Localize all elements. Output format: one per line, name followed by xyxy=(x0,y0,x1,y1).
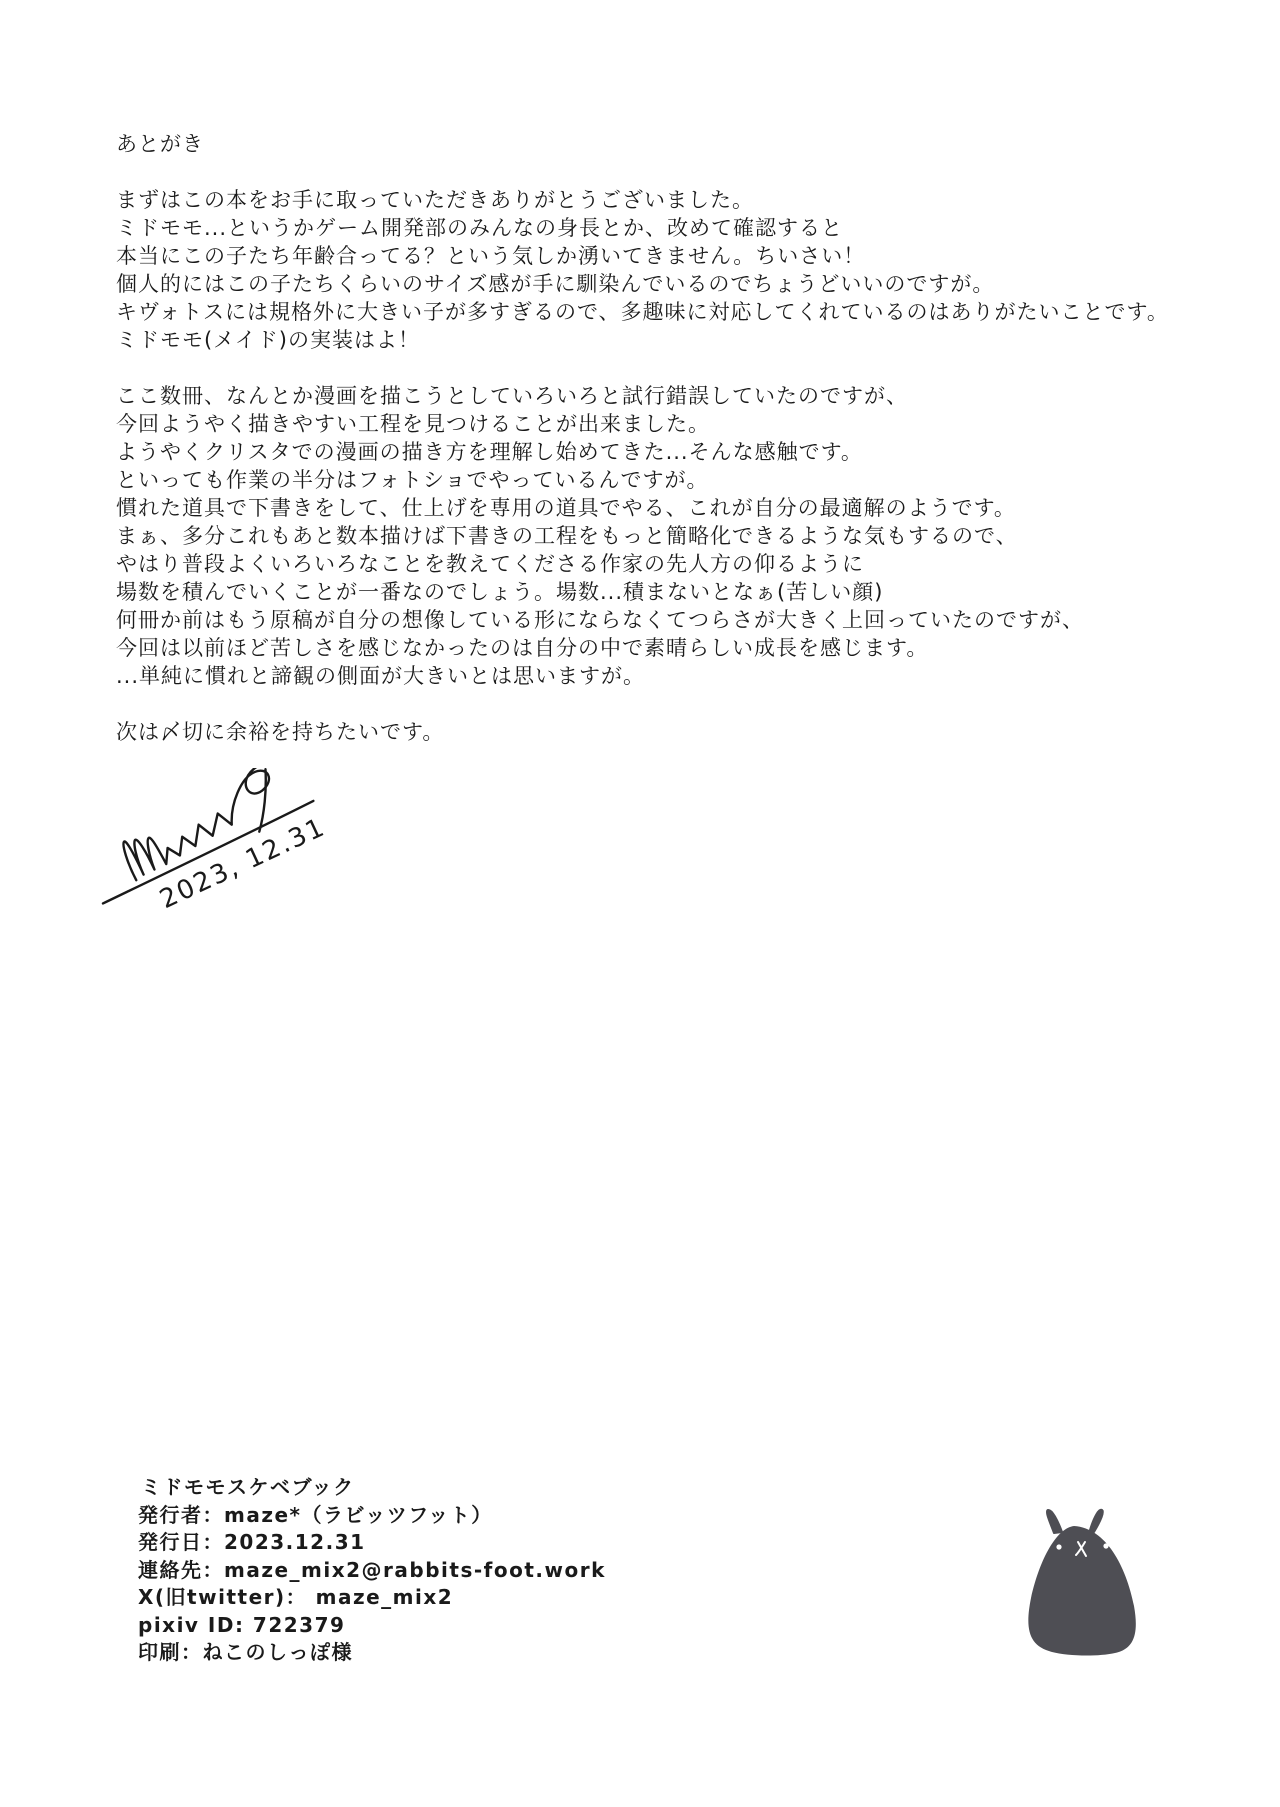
colophon-line: X(旧twitter)： maze_mix2 xyxy=(138,1585,454,1609)
afterword-line: まぁ、多分これもあと数本描けば下書きの工程をもっと簡略化できるような気もするので、 xyxy=(116,524,1018,548)
afterword-paragraph-2 xyxy=(116,382,1169,690)
afterword-line: ようやくクリスタでの漫画の描き方を理解し始めてきた...そんな感触です。 xyxy=(116,440,863,464)
colophon-block xyxy=(138,1474,606,1667)
afterword-line: やはり普段よくいろいろなことを教えてくださる作家の先人方の仰るように xyxy=(116,552,864,576)
signature-flourish xyxy=(236,769,288,831)
colophon-line: 印刷：ねこのしっぽ様 xyxy=(138,1640,353,1664)
colophon-line: 連絡先：maze_mix2@rabbits-foot.work xyxy=(138,1557,606,1582)
colophon-book-title: ミドモモスケベブック xyxy=(141,1475,355,1499)
rabbit-mascot-illustration xyxy=(1012,1506,1148,1658)
afterword-line: 何冊か前はもう原稿が自分の想像している形にならなくてつらさが大きく上回っていたのですが、 xyxy=(116,608,1084,632)
afterword-line: といっても作業の半分はフォトショでやっているんですが。 xyxy=(116,468,709,492)
afterword-line: 慣れた道具で下書きをして、仕上げを専用の道具でやる、これが自分の最適解のようです。 xyxy=(116,496,1016,520)
colophon-line: pixiv ID: 722379 xyxy=(138,1612,346,1637)
afterword-line: ...単純に慣れと諦観の側面が大きいとは思いますが。 xyxy=(116,664,646,688)
colophon-line: 発行日：2023.12.31 xyxy=(138,1530,366,1554)
handwritten-signature xyxy=(92,768,432,943)
signature-date: 2023, 12.31 xyxy=(155,812,331,916)
colophon-line: 発行者：maze*（ラビッツフット） xyxy=(138,1502,493,1527)
afterword-paragraph-3 xyxy=(116,718,1169,746)
afterword-line: 場数を積んでいくことが一番なのでしょう。場数...積まないとなぁ(苦しい顔) xyxy=(116,580,884,604)
colophon-lines xyxy=(138,1502,606,1667)
afterword-line: ミドモモ...というかゲーム開発部のみんなの身長とか、改めて確認すると xyxy=(116,216,844,240)
afterword-line: 本当にこの子たち年齢合ってる？という気しか湧いてきません。ちいさい！ xyxy=(116,244,866,268)
afterword-text-block xyxy=(116,130,1169,774)
afterword-line: キヴォトスには規格外に大きい子が多すぎるので、多趣味に対応してくれているのはありがたいことです。 xyxy=(116,300,1169,324)
rabbit-left-ear xyxy=(1047,1510,1062,1533)
rabbit-left-eye xyxy=(1056,1544,1061,1549)
afterword-line: 今回は以前ほど苦しさを感じなかったのは自分の中で素晴らしい成長を感じます。 xyxy=(116,636,929,660)
afterword-line: まずはこの本をお手に取っていただきありがとうございました。 xyxy=(116,188,754,212)
rabbit-right-ear xyxy=(1090,1510,1103,1532)
page-title: あとがき xyxy=(116,132,204,156)
afterword-line: 今回ようやく描きやすい工程を見つけることが出来ました。 xyxy=(116,412,710,436)
afterword-line: 個人的にはこの子たちくらいのサイズ感が手に馴染んでいるのでちょうどいいのですが。 xyxy=(116,272,995,296)
afterword-paragraph-1 xyxy=(116,186,1169,354)
rabbit-right-eye xyxy=(1103,1543,1108,1548)
afterword-line: ミドモモ(メイド)の実装はよ！ xyxy=(116,328,420,352)
afterword-line: ここ数冊、なんとか漫画を描こうとしていろいろと試行錯誤していたのですが、 xyxy=(116,384,908,408)
afterword-line: 次は〆切に余裕を持ちたいです。 xyxy=(116,720,445,744)
